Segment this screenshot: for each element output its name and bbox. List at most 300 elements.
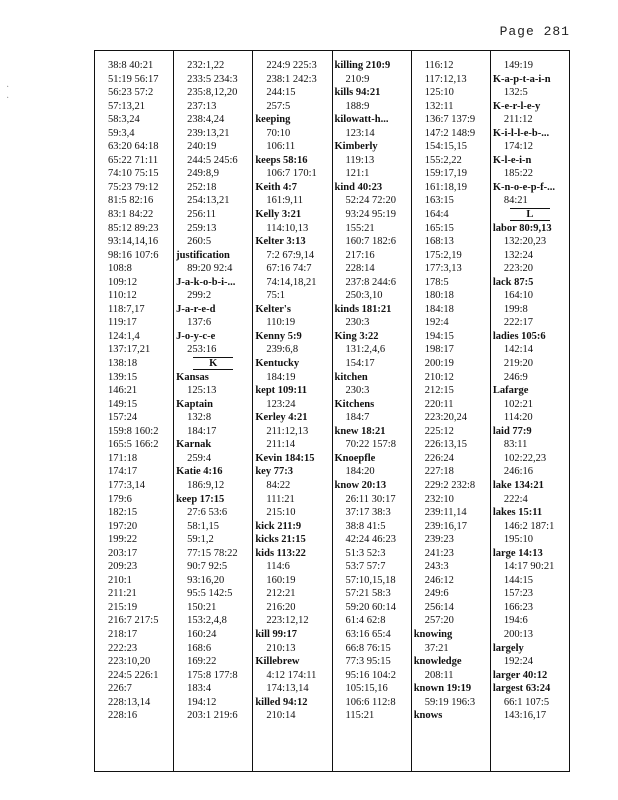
page-line-ref: 117:12,13 (424, 73, 467, 85)
page-line-ref: 210:14 (266, 710, 296, 722)
page-line-ref: 224:9 225:3 (266, 60, 317, 71)
page-line-ref: 260:5 (187, 236, 212, 248)
page-line-ref: 75:23 79:12 (108, 181, 159, 193)
index-term: killing 210:9 (334, 60, 391, 71)
page-line-ref: 102:22,23 (503, 452, 547, 464)
page-line-ref: 241:23 (424, 547, 454, 559)
page-line-ref: 7:2 67:9,14 (266, 249, 315, 261)
index-term: Kelter 3:13 (255, 236, 306, 248)
page-line-ref: 160:24 (187, 628, 217, 640)
page-line-ref: 155:21 (345, 222, 375, 234)
page-line-ref: 222:23 (108, 642, 138, 654)
page-line-ref: 164:4 (424, 209, 449, 221)
page-line-ref: 160:7 182:6 (345, 236, 396, 248)
index-term: kicks 21:15 (255, 534, 306, 546)
page-line-ref: 209:23 (108, 561, 138, 573)
page-line-ref: 114:6 (266, 561, 290, 573)
page-line-ref: 63:16 65:4 (345, 628, 391, 640)
page-line-ref: 184:17 (187, 425, 217, 437)
page-line-ref: 150:21 (187, 601, 217, 613)
index-term: Kentucky (255, 358, 300, 370)
page-line-ref: 198:17 (424, 344, 454, 356)
page-line-ref: 210:12 (424, 371, 454, 383)
page-line-ref: 56:23 57:2 (108, 87, 154, 99)
page-line-ref: 67:16 74:7 (266, 263, 312, 275)
page-line-ref: 38:8 41:5 (345, 520, 386, 532)
page-line-ref: 164:10 (503, 290, 534, 302)
page-line-ref: 175:2,19 (424, 249, 462, 261)
page-line-ref: 244:5 245:6 (187, 154, 238, 166)
page-line-ref: 137:17,21 (108, 344, 151, 356)
page-line-ref: 110:12 (108, 290, 137, 302)
index-term: Kitchens (334, 398, 375, 410)
page-line-ref: 95:5 142:5 (187, 588, 233, 600)
margin-marks: · · (6, 82, 10, 104)
index-term: Killebrew (255, 656, 300, 668)
page-line-ref: 212:21 (266, 588, 296, 600)
page-line-ref: 105:15,16 (345, 683, 388, 695)
page-line-ref: 77:15 78:22 (187, 547, 238, 559)
page-line-ref: 111:21 (266, 493, 295, 505)
index-term: K-i-l-l-e-b-... (492, 127, 550, 139)
page-line-ref: 66:1 107:5 (503, 696, 550, 708)
index-term: Kansas (176, 371, 209, 383)
page-line-ref: 51:3 52:3 (345, 547, 386, 559)
page-line-ref: 59:20 60:14 (345, 601, 396, 613)
section-letter (174, 357, 252, 371)
index-term: J-a-r-e-d (176, 303, 216, 315)
page-line-ref: 200:19 (424, 358, 454, 370)
index-term: keeping (255, 114, 291, 126)
page-line-ref: 194:6 (503, 615, 528, 627)
page-line-ref: 240:19 (187, 141, 217, 153)
page-line-ref: 65:22 71:11 (108, 154, 159, 166)
page-line-ref: 210:1 (108, 574, 132, 586)
page-line-ref: 98:16 107:6 (108, 249, 159, 261)
page-line-ref: 192:4 (424, 317, 449, 329)
page-line-ref: 178:5 (424, 276, 449, 288)
index-term: largely (492, 642, 524, 654)
page-line-ref: 84:21 (503, 195, 528, 207)
page-line-ref: 159:8 160:2 (108, 425, 159, 437)
page-line-ref: 124:1,4 (108, 330, 140, 342)
page-line-ref: 239:6,8 (266, 344, 299, 356)
page-line-ref: 132:24 (503, 249, 534, 261)
index-term: Kenny 5:9 (255, 330, 302, 342)
page-line-ref: 121:1 (345, 168, 370, 180)
page-line-ref: 57:10,15,18 (345, 574, 396, 586)
page-line-ref: 52:24 72:20 (345, 195, 396, 207)
page-line-ref: 93:16,20 (187, 574, 225, 586)
page-line-ref: 85:12 89:23 (108, 222, 159, 234)
index-term: key 77:3 (255, 466, 293, 478)
page-line-ref: 146:2 187:1 (503, 520, 555, 532)
page-line-ref: 125:10 (424, 87, 454, 99)
page-line-ref: 75:1 (266, 290, 286, 302)
page-line-ref: 53:7 57:7 (345, 561, 386, 573)
index-term: Lafarge (492, 385, 529, 397)
page-line-ref: 14:17 90:21 (503, 561, 555, 573)
index-term: kids 113:22 (255, 547, 306, 559)
page-line-ref: 116:12 (424, 60, 454, 71)
page-line-ref: 123:24 (266, 398, 296, 410)
page-number: Page 281 (499, 24, 570, 39)
page-line-ref: 230:3 (345, 317, 370, 329)
page-line-ref: 138:18 (108, 358, 138, 370)
page-line-ref: 188:9 (345, 100, 370, 112)
page-line-ref: 182:15 (108, 507, 138, 519)
index-term: K-l-e-i-n (492, 154, 532, 166)
page-line-ref: 220:11 (424, 398, 454, 410)
page-line-ref: 237:13 (187, 100, 217, 112)
index-term: lack 87:5 (492, 276, 534, 288)
page-line-ref: 215:19 (108, 601, 138, 613)
page-line-ref: 109:12 (108, 276, 138, 288)
index-term: keeps 58:16 (255, 154, 308, 166)
page-line-ref: 256:14 (424, 601, 454, 613)
page-line-ref: 238:4,24 (187, 114, 225, 126)
page-line-ref: 74:10 75:15 (108, 168, 159, 180)
page-line-ref: 222:4 (503, 493, 528, 505)
page-line-ref: 228:14 (345, 263, 375, 275)
page-line-ref: 142:14 (503, 344, 534, 356)
page-line-ref: 252:18 (187, 181, 217, 193)
page-line-ref: 165:5 166:2 (108, 439, 159, 451)
page-line-ref: 125:13 (187, 385, 217, 397)
page-line-ref: 147:2 148:9 (424, 127, 476, 139)
index-term: knowledge (413, 656, 462, 668)
index-term: kind 40:23 (334, 181, 383, 193)
index-term: know 20:13 (334, 479, 387, 491)
page-line-ref: 246:9 (503, 371, 528, 383)
page-line-ref: 157:24 (108, 412, 138, 424)
page-line-ref: 259:13 (187, 222, 217, 234)
page-line-ref: 180:18 (424, 290, 454, 302)
page-line-ref: 257:20 (424, 615, 454, 627)
page-line-ref: 159:17,19 (424, 168, 467, 180)
page-line-ref: 197:20 (108, 520, 138, 532)
index-term: J-o-y-c-e (176, 330, 216, 342)
index-term: kilowatt-h... (334, 114, 389, 126)
page-line-ref: 184:20 (345, 466, 375, 478)
index-column-1 (95, 51, 174, 771)
page-line-ref: 192:24 (503, 656, 534, 668)
page-line-ref: 144:15 (503, 574, 534, 586)
index-term: J-a-k-o-b-i-... (176, 276, 236, 288)
page-line-ref: 226:24 (424, 452, 454, 464)
page-line-ref: 153:2,4,8 (187, 615, 227, 627)
index-column-3 (253, 51, 332, 771)
index-term: Knoepfle (334, 452, 376, 464)
page-line-ref: 106:6 112:8 (345, 696, 396, 708)
page-line-ref: 254:13,21 (187, 195, 230, 207)
page-line-ref: 239:11,14 (424, 507, 467, 519)
page-line-ref: 246:16 (503, 466, 534, 478)
index-term: knew 18:21 (334, 425, 386, 437)
page-line-ref: 4:12 174:11 (266, 669, 317, 681)
page-line-ref: 66:8 76:15 (345, 642, 391, 654)
page-line-ref: 223:12,12 (266, 615, 309, 627)
page-line-ref: 256:11 (187, 209, 216, 221)
page-line-ref: 59:19 196:3 (424, 696, 476, 708)
page-line-ref: 218:17 (108, 628, 138, 640)
page-line-ref: 177:3,13 (424, 263, 462, 275)
page-line-ref: 77:3 95:15 (345, 656, 391, 668)
page-line-ref: 106:7 170:1 (266, 168, 317, 180)
page-line-ref: 165:15 (424, 222, 454, 234)
index-term: ladies 105:6 (492, 330, 546, 342)
page-line-ref: 89:20 92:4 (187, 263, 233, 275)
page-line-ref: 26:11 30:17 (345, 493, 396, 505)
section-letter (491, 208, 569, 222)
page-line-ref: 216:7 217:5 (108, 615, 159, 627)
page-line-ref: 253:16 (187, 344, 217, 356)
page-line-ref: 232:1,22 (187, 60, 225, 71)
page-line-ref: 163:15 (424, 195, 454, 207)
page-line-ref: 154:15,15 (424, 141, 467, 153)
page-line-ref: 179:6 (108, 493, 132, 505)
page-line-ref: 114:10,13 (266, 222, 309, 234)
page-line-ref: 27:6 53:6 (187, 507, 228, 519)
page-line-ref: 249:8,9 (187, 168, 219, 180)
index-column-4 (333, 51, 412, 771)
page-line-ref: 232:10 (424, 493, 454, 505)
page-line-ref: 131:2,4,6 (345, 344, 386, 356)
page-line-ref: 42:24 46:23 (345, 534, 396, 546)
index-term: knows (413, 710, 443, 722)
page-line-ref: 211:12,13 (266, 425, 309, 437)
page-line-ref: 102:21 (503, 398, 534, 410)
index-term: labor 80:9,13 (492, 222, 552, 234)
page-line-ref: 186:9,12 (187, 479, 225, 491)
index-term: Kelly 3:21 (255, 209, 302, 221)
page-line-ref: 210:9 (345, 73, 370, 85)
page-line-ref: 93:14,14,16 (108, 236, 159, 248)
page-line-ref: 183:4 (187, 683, 212, 695)
index-term: knowing (413, 628, 453, 640)
page-line-ref: 239:13,21 (187, 127, 230, 139)
page-line-ref: 244:15 (266, 87, 296, 99)
page-line-ref: 161:18,19 (424, 181, 467, 193)
page-line-ref: 70:10 (266, 127, 291, 139)
page-line-ref: 212:15 (424, 385, 454, 397)
page-line-ref: 57:13,21 (108, 100, 146, 112)
page-line-ref: 136:7 137:9 (424, 114, 476, 126)
section-letter-label: L (510, 208, 550, 221)
page-line-ref: 216:20 (266, 601, 296, 613)
page-line-ref: 106:11 (266, 141, 296, 153)
page-line-ref: 139:15 (108, 371, 138, 383)
index-column-2 (174, 51, 253, 771)
page-line-ref: 239:23 (424, 534, 454, 546)
page-line-ref: 93:24 95:19 (345, 209, 396, 221)
index-term: kill 99:17 (255, 628, 298, 640)
page-line-ref: 137:6 (187, 317, 212, 329)
page-line-ref: 215:10 (266, 507, 296, 519)
page-line-ref: 299:2 (187, 290, 212, 302)
index-term: lakes 15:11 (492, 507, 543, 519)
page-line-ref: 239:16,17 (424, 520, 467, 532)
page-line-ref: 243:3 (424, 561, 449, 573)
page-line-ref: 224:5 226:1 (108, 669, 159, 681)
page-line-ref: 225:12 (424, 425, 454, 437)
page-line-ref: 184:19 (266, 371, 296, 383)
index-term: Keith 4:7 (255, 181, 298, 193)
page-line-ref: 171:18 (108, 452, 138, 464)
page-line-ref: 185:22 (503, 168, 534, 180)
page-line-ref: 169:22 (187, 656, 217, 668)
page-line-ref: 184:18 (424, 303, 454, 315)
index-term: K-n-o-e-p-f-... (492, 181, 555, 193)
index-term: Kimberly (334, 141, 378, 153)
index-term: justification (176, 249, 230, 261)
page-line-ref: 149:15 (108, 398, 138, 410)
index-term: lake 134:21 (492, 479, 544, 491)
page-line-ref: 149:19 (503, 60, 534, 71)
page-line-ref: 95:16 104:2 (345, 669, 396, 681)
page-line-ref: 119:17 (108, 317, 137, 329)
page-line-ref: 203:17 (108, 547, 138, 559)
page-line-ref: 63:20 64:18 (108, 141, 159, 153)
page-line-ref: 249:6 (424, 588, 449, 600)
page-line-ref: 157:23 (503, 588, 534, 600)
page-line-ref: 90:7 92:5 (187, 561, 228, 573)
page-line-ref: 38:8 40:21 (108, 60, 154, 71)
index-term: K-a-p-t-a-i-n (492, 73, 551, 85)
section-letter-label: K (193, 357, 233, 370)
page-line-ref: 233:5 234:3 (187, 73, 238, 85)
page-line-ref: 175:8 177:8 (187, 669, 238, 681)
page-line-ref: 83:11 (503, 439, 528, 451)
page-line-ref: 160:19 (266, 574, 296, 586)
index-term: kills 94:21 (334, 87, 381, 99)
index-column-6 (491, 51, 569, 771)
page-line-ref: 211:14 (266, 439, 296, 451)
index-table (94, 50, 570, 772)
page-line-ref: 208:11 (424, 669, 454, 681)
page-line-ref: 37:17 38:3 (345, 507, 391, 519)
index-term: Kaptain (176, 398, 213, 410)
page-line-ref: 211:12 (503, 114, 533, 126)
page-line-ref: 51:19 56:17 (108, 73, 159, 85)
page-line-ref: 58:1,15 (187, 520, 219, 532)
page-line-ref: 174:13,14 (266, 683, 309, 695)
index-term: Kelter's (255, 303, 291, 315)
index-term: known 19:19 (413, 683, 472, 695)
page-line-ref: 59:3,4 (108, 127, 135, 139)
page-line-ref: 199:22 (108, 534, 138, 546)
page-line-ref: 59:1,2 (187, 534, 214, 546)
page-line-ref: 118:7,17 (108, 303, 145, 315)
page-line-ref: 110:19 (266, 317, 296, 329)
index-term: kitchen (334, 371, 368, 383)
page-line-ref: 132:11 (424, 100, 454, 112)
page-line-ref: 194:12 (187, 696, 217, 708)
page-line-ref: 230:3 (345, 385, 370, 397)
page-line-ref: 246:12 (424, 574, 454, 586)
index-term: large 14:13 (492, 547, 543, 559)
page-line-ref: 257:5 (266, 100, 291, 112)
page-line-ref: 235:8,12,20 (187, 87, 238, 99)
page-line-ref: 228:16 (108, 710, 138, 722)
index-term: larger 40:12 (492, 669, 548, 681)
page-line-ref: 177:3,14 (108, 479, 146, 491)
page-line-ref: 259:4 (187, 452, 212, 464)
page-line-ref: 132:20,23 (503, 236, 547, 248)
page-line-ref: 227:18 (424, 466, 454, 478)
page-line-ref: 184:7 (345, 412, 370, 424)
index-term: largest 63:24 (492, 683, 551, 695)
index-term: King 3:22 (334, 330, 379, 342)
page-line-ref: 114:20 (503, 412, 533, 424)
page-line-ref: 226:13,15 (424, 439, 467, 451)
page-line-ref: 174:17 (108, 466, 138, 478)
index-term: keep 17:15 (176, 493, 225, 505)
page-line-ref: 226:7 (108, 683, 132, 695)
page-line-ref: 84:22 (266, 479, 291, 491)
index-term: Karnak (176, 439, 212, 451)
page-line-ref: 57:21 58:3 (345, 588, 391, 600)
index-term: laid 77:9 (492, 425, 532, 437)
page-line-ref: 132:8 (187, 412, 212, 424)
page-line-ref: 37:21 (424, 642, 449, 654)
page-line-ref: 143:16,17 (503, 710, 547, 722)
page-line-ref: 194:15 (424, 330, 454, 342)
page-line-ref: 123:14 (345, 127, 375, 139)
page-line-ref: 146:21 (108, 385, 138, 397)
page-line-ref: 161:9,11 (266, 195, 303, 207)
page-line-ref: 58:3,24 (108, 114, 140, 126)
page-line-ref: 210:13 (266, 642, 296, 654)
page-line-ref: 115:21 (345, 710, 375, 722)
index-term: Kerley 4:21 (255, 412, 308, 424)
page-line-ref: 199:8 (503, 303, 528, 315)
index-term: K-e-r-l-e-y (492, 100, 541, 112)
page-line-ref: 174:12 (503, 141, 534, 153)
page-line-ref: 166:23 (503, 601, 534, 613)
index-term: kept 109:11 (255, 385, 307, 397)
page-line-ref: 119:13 (345, 154, 375, 166)
index-term: Kevin 184:15 (255, 452, 315, 464)
page-line-ref: 81:5 82:16 (108, 195, 154, 207)
page-line-ref: 223:10,20 (108, 656, 151, 668)
page-line-ref: 219:20 (503, 358, 534, 370)
page-line-ref: 168:6 (187, 642, 212, 654)
page-line-ref: 223:20,24 (424, 412, 467, 424)
page-line-ref: 132:5 (503, 87, 528, 99)
page-line-ref: 168:13 (424, 236, 454, 248)
page-line-ref: 83:1 84:22 (108, 209, 154, 221)
page-line-ref: 238:1 242:3 (266, 73, 317, 85)
page-line-ref: 228:13,14 (108, 696, 151, 708)
page-line-ref: 217:16 (345, 249, 375, 261)
index-term: killed 94:12 (255, 696, 308, 708)
index-term: Katie 4:16 (176, 466, 223, 478)
page-line-ref: 200:13 (503, 628, 534, 640)
page-line-ref: 108:8 (108, 263, 132, 275)
index-column-5 (412, 51, 491, 771)
page-line-ref: 195:10 (503, 534, 534, 546)
page-line-ref: 237:8 244:6 (345, 276, 396, 288)
page-line-ref: 70:22 157:8 (345, 439, 396, 451)
page-line-ref: 155:2,22 (424, 154, 462, 166)
page-line-ref: 203:1 219:6 (187, 710, 238, 722)
page-line-ref: 222:17 (503, 317, 534, 329)
index-term: kinds 181:21 (334, 303, 392, 315)
index-term: kick 211:9 (255, 520, 302, 532)
page-line-ref: 250:3,10 (345, 290, 383, 302)
page-line-ref: 223:20 (503, 263, 534, 275)
